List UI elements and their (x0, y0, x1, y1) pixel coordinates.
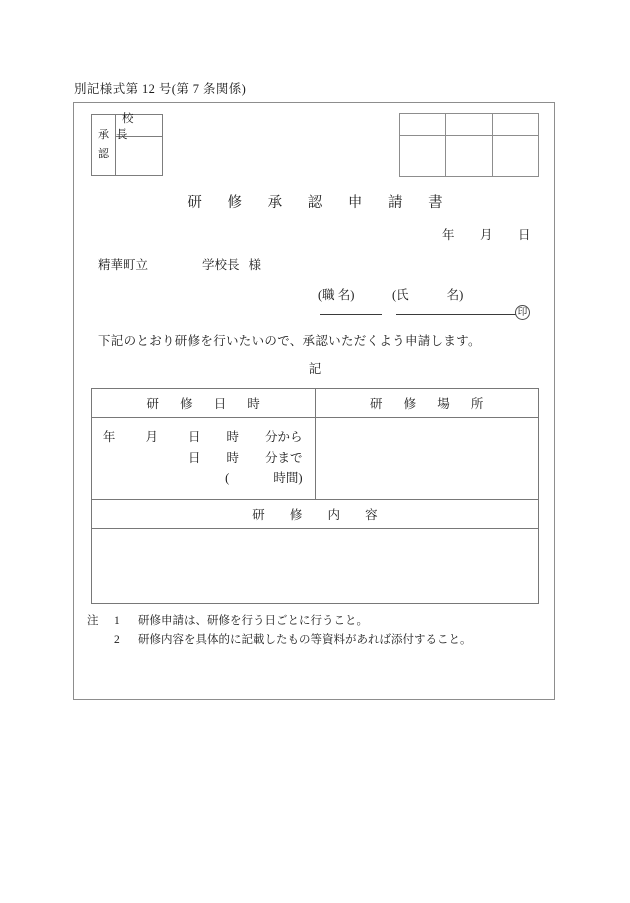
cell-training-place[interactable] (315, 418, 539, 500)
header-training-place: 研 修 場 所 (315, 389, 539, 418)
receipt-cell[interactable] (493, 114, 538, 135)
note-number: 1 (114, 615, 120, 627)
receipt-cell[interactable] (493, 136, 538, 176)
approval-column-header: 校 長 (116, 115, 162, 137)
datetime-line-2 (92, 448, 303, 469)
datetime-line-1 (92, 427, 303, 448)
datetime-line-3 (92, 468, 303, 489)
receipt-grid-row (400, 114, 538, 136)
body-statement: 下記のとおり研修を行いたいので、承認いただくよう申請します。 (98, 334, 481, 348)
applicant-block (318, 285, 538, 328)
note-number: 2 (114, 633, 120, 646)
seal-icon: 印 (515, 305, 530, 320)
addressee-municipality: 精華町立 (98, 258, 149, 272)
duration-paren-open: ( (225, 471, 230, 486)
training-details-table (91, 388, 539, 604)
datetime-minute-from-label: 分から (264, 430, 303, 444)
date-year-label: 年 (441, 228, 455, 242)
document-title: 研 修 承 認 申 請 書 (187, 195, 454, 211)
datetime-hour-label-2: 時 (226, 450, 239, 465)
addressee-position: 学校長 (202, 258, 240, 272)
datetime-day-label: 日 (187, 430, 201, 444)
receipt-cell[interactable] (446, 136, 492, 176)
addressee-line (98, 255, 261, 273)
datetime-month-label: 月 (145, 430, 158, 444)
datetime-minute-to-label: 分まで (264, 450, 303, 465)
approval-stamp-box (91, 114, 163, 176)
notes-section (87, 612, 472, 649)
approval-label-char-1: 承 (98, 128, 109, 141)
applicant-post-label: (職 名) (318, 288, 355, 302)
note-item (87, 631, 472, 650)
cell-training-content[interactable] (92, 529, 539, 604)
ki-mark: 記 (308, 362, 322, 376)
receipt-grid-row (400, 136, 538, 176)
note-text: 研修申請は、研修を行う日ごとに行うこと。 (138, 615, 368, 627)
table-row (92, 389, 539, 418)
datetime-year-label: 年 (102, 430, 116, 444)
form-outer-frame (73, 102, 555, 700)
cell-training-datetime[interactable] (92, 418, 316, 500)
date-month-label: 月 (479, 228, 493, 242)
datetime-day-label-2: 日 (187, 450, 201, 465)
approval-label (92, 115, 116, 175)
table-row (92, 418, 539, 500)
approval-signature-cell[interactable] (116, 137, 162, 175)
applicant-name-label (392, 285, 463, 303)
header-training-content: 研 修 内 容 (92, 500, 539, 529)
note-text: 研修内容を具体的に記載したもの等資料があれば添付すること。 (138, 633, 472, 646)
receipt-cell[interactable] (446, 114, 492, 135)
addressee-honorific: 様 (248, 258, 262, 272)
applicant-name-label-left: (氏 (392, 288, 409, 302)
header-training-datetime: 研 修 日 時 (92, 389, 316, 418)
table-row (92, 529, 539, 604)
form-number-label: 別記様式第 12 号(第 7 条関係) (74, 82, 247, 96)
applicant-name-input-rule[interactable] (396, 314, 528, 315)
date-line (442, 225, 531, 243)
approval-column (116, 112, 162, 175)
applicant-post-input-rule[interactable] (320, 314, 382, 315)
applicant-name-label-right: 名) (446, 288, 464, 302)
applicant-labels (318, 285, 538, 303)
datetime-hour-label: 時 (226, 430, 239, 444)
receipt-cell[interactable] (400, 136, 446, 176)
applicant-rules (318, 308, 538, 328)
notes-label: 注 (87, 615, 99, 627)
note-item (87, 612, 472, 631)
receipt-cell[interactable] (400, 114, 446, 135)
receipt-grid (399, 113, 539, 177)
table-row (92, 500, 539, 529)
date-day-label: 日 (517, 228, 531, 242)
duration-hours-label: 時間) (273, 471, 303, 486)
approval-label-char-2: 認 (98, 148, 109, 160)
notes-label-spacer (87, 631, 114, 650)
